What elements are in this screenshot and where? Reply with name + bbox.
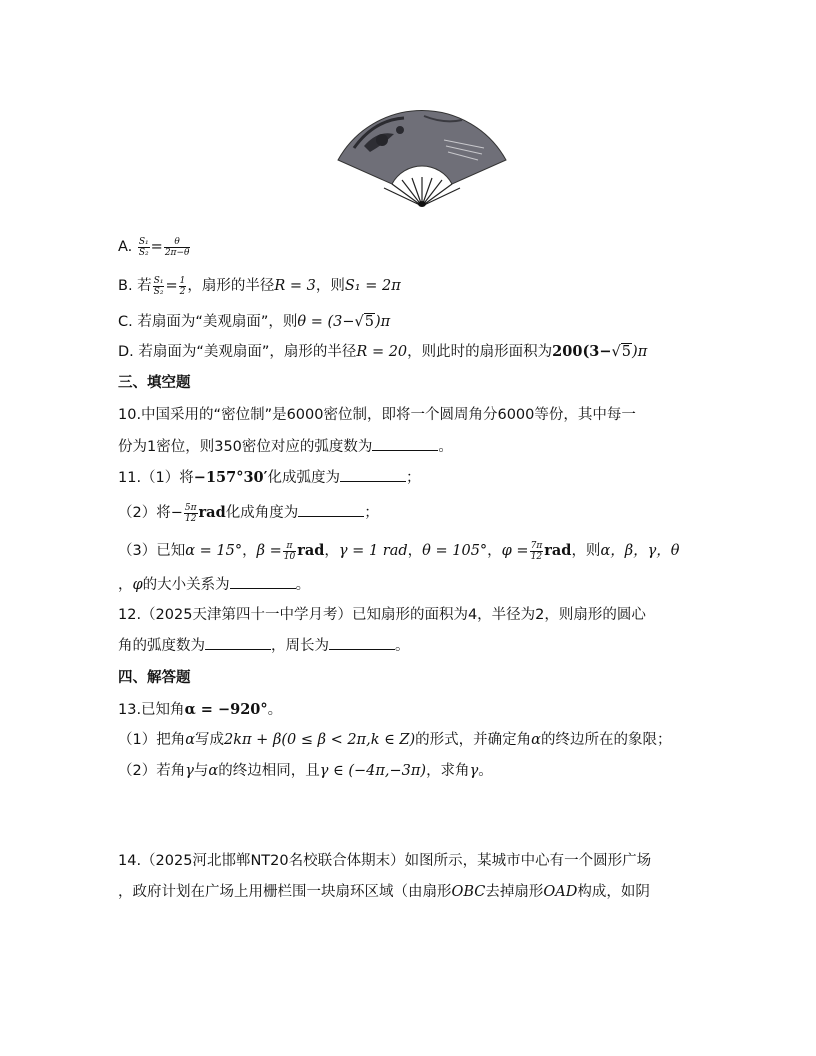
question-11-part-1: 11.（1）将−157°30′化成弧度为 ； — [118, 469, 421, 486]
answer-blank[interactable] — [340, 467, 406, 482]
question-12-line-2: 角的弧度数为 ，周长为 。 — [118, 635, 718, 657]
question-11-part-3-line-1: （3）已知α = 15°，β = $\frac{\pi}{10}$ rad，γ = 1 rad，θ = 105°，φ = $\frac{7\pi}{12}$ rad，则α，β，γ，θ — [118, 540, 680, 562]
option-a: A. $\frac{\text{S₁}}{\text{S₂}}$ = $\frac{\theta}{2\pi-\theta}$ — [118, 236, 190, 258]
question-10-line-2: 份为1密位，则350密位对应的弧度数为 。 — [118, 436, 718, 458]
question-14-line-1: 14.（2025河北邯郸NT20名校联合体期末）如图所示，某城市中心有一个圆形广场 — [118, 853, 652, 869]
question-10-line-1: 10.中国采用的“密位制”是6000密位制，即将一个圆周角分6000等份，其中每一 — [118, 407, 636, 423]
section-answer-heading: 四、解答题 — [118, 670, 191, 686]
question-13-part-2: （2）若角γ与α的终边相同，且γ ∈ (−4π,−3π)，求角γ。 — [118, 763, 493, 779]
section-fill-heading: 三、填空题 — [118, 375, 191, 391]
question-11-part-2: （2）将− $\frac{5\pi}{12}$ rad化成角度为 ； — [118, 502, 379, 524]
folding-fan-image — [334, 100, 510, 208]
question-13-stem: 13.已知角α = −920°。 — [118, 701, 283, 718]
answer-blank[interactable] — [298, 502, 364, 517]
question-13-part-1: （1）把角α写成2kπ + β(0 ≤ β < 2π,k ∈ Z)的形式，并确定角α的终边所在的象限； — [118, 732, 672, 748]
answer-blank[interactable] — [372, 436, 438, 451]
answer-blank[interactable] — [329, 635, 395, 650]
answer-blank[interactable] — [205, 635, 271, 650]
answer-blank[interactable] — [230, 574, 296, 589]
question-11-part-3-line-2: ，φ的大小关系为 。 — [118, 574, 718, 596]
option-c: C. 若扇面为“美观扇面”，则θ = (3−√5)π — [118, 314, 391, 330]
option-b: B. 若 $\frac{\text{S₁}}{\text{S₂}}$ = $\frac{1}{2}$ ，扇形的半径R = 3，则S₁ = 2π — [118, 275, 401, 297]
question-14-line-2: ，政府计划在广场上用栅栏围一块扇环区域（由扇形OBC去掉扇形OAD构成，如阴 — [118, 884, 650, 900]
question-12-line-1: 12.（2025天津第四十一中学月考）已知扇形的面积为4，半径为2，则扇形的圆心 — [118, 607, 646, 623]
option-d: D. 若扇面为“美观扇面”，扇形的半径R = 20，则此时的扇形面积为200(3−√5)π — [118, 343, 648, 360]
